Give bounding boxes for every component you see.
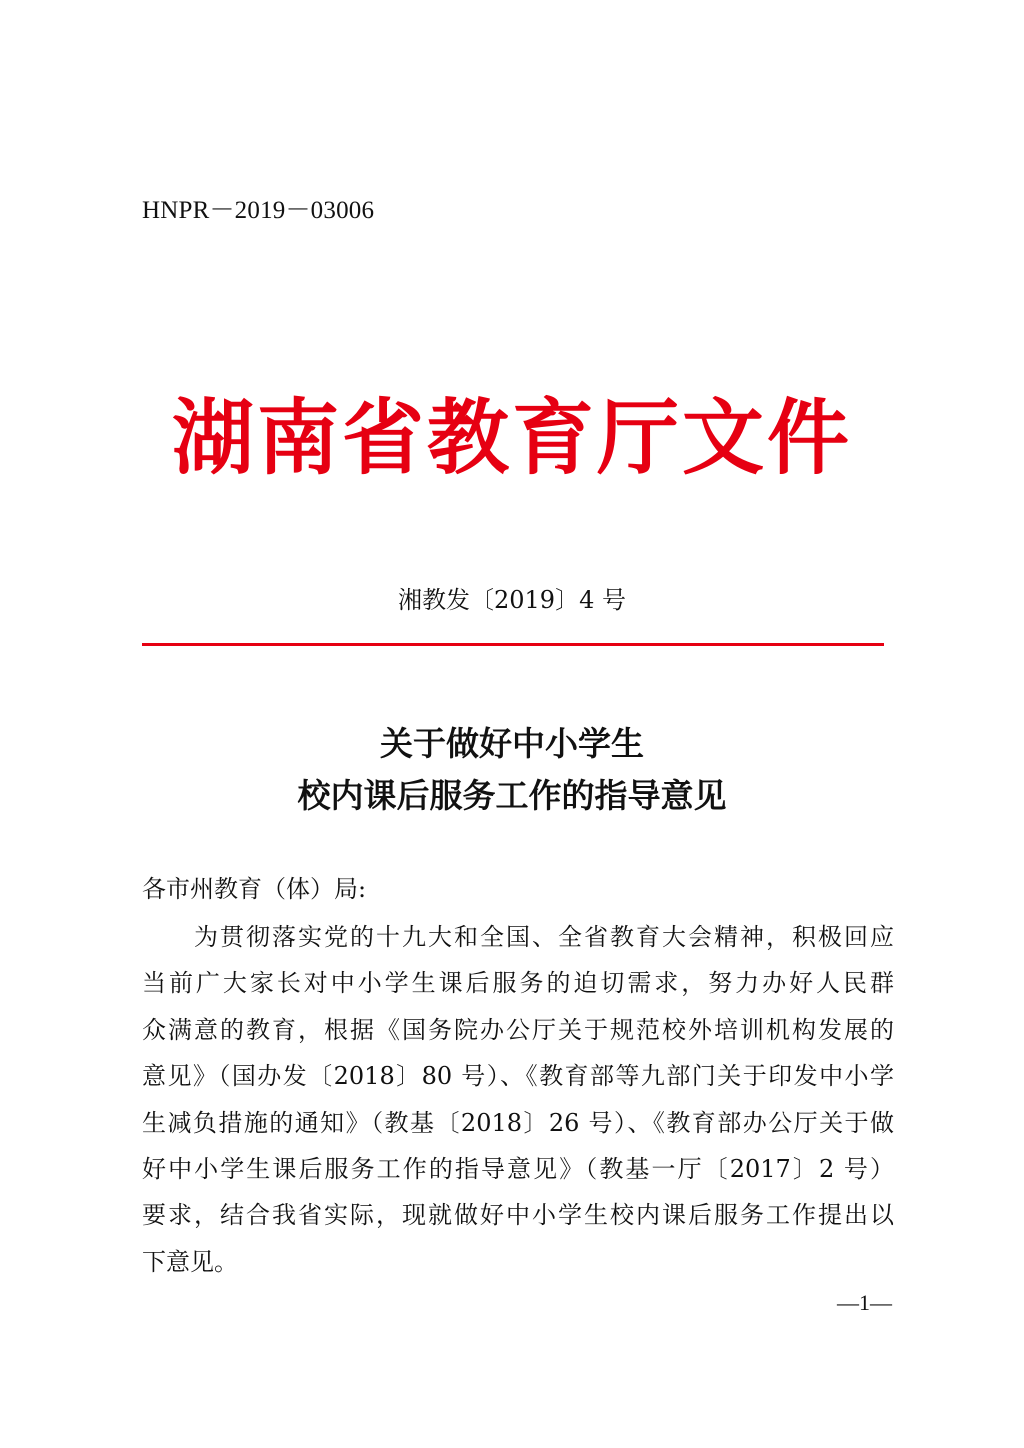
salutation: 各市州教育（体）局:: [142, 875, 367, 903]
document-title: [0, 718, 1024, 822]
body-paragraph: [142, 914, 894, 1285]
document-code: HNPR－2019－03006: [142, 197, 375, 224]
body-line: 为贯彻落实党的十九大和全国、全省教育大会精神，积极回应: [194, 923, 894, 951]
body-line: 当前广大家长对中小学生课后服务的迫切需求，努力办好人民群: [142, 969, 894, 998]
body-line: 下意见。: [142, 1247, 238, 1276]
body-line: 要求，结合我省实际，现就做好中小学生校内课后服务工作提出以: [142, 1201, 894, 1230]
title-line-2: 校内课后服务工作的指导意见: [297, 776, 727, 815]
body-line: 意见》（国办发〔2018〕80 号）、《教育部等九部门关于印发中小学: [142, 1062, 894, 1091]
body-line: 好中小学生课后服务工作的指导意见》（教基一厅〔2017〕2 号）: [142, 1155, 894, 1184]
body-line: 众满意的教育，根据《国务院办公厅关于规范校外培训机构发展的: [142, 1015, 894, 1044]
title-line-1: 关于做好中小学生: [380, 724, 644, 763]
red-divider-line: [142, 643, 884, 646]
page-number: —1—: [837, 1290, 892, 1315]
document-number: 湘教发〔2019〕4 号: [398, 586, 626, 614]
body-line: 生减负措施的通知》（教基〔2018〕26 号）、《教育部办公厅关于做: [142, 1108, 894, 1137]
masthead-title: 湖南省教育厅文件: [171, 390, 852, 486]
